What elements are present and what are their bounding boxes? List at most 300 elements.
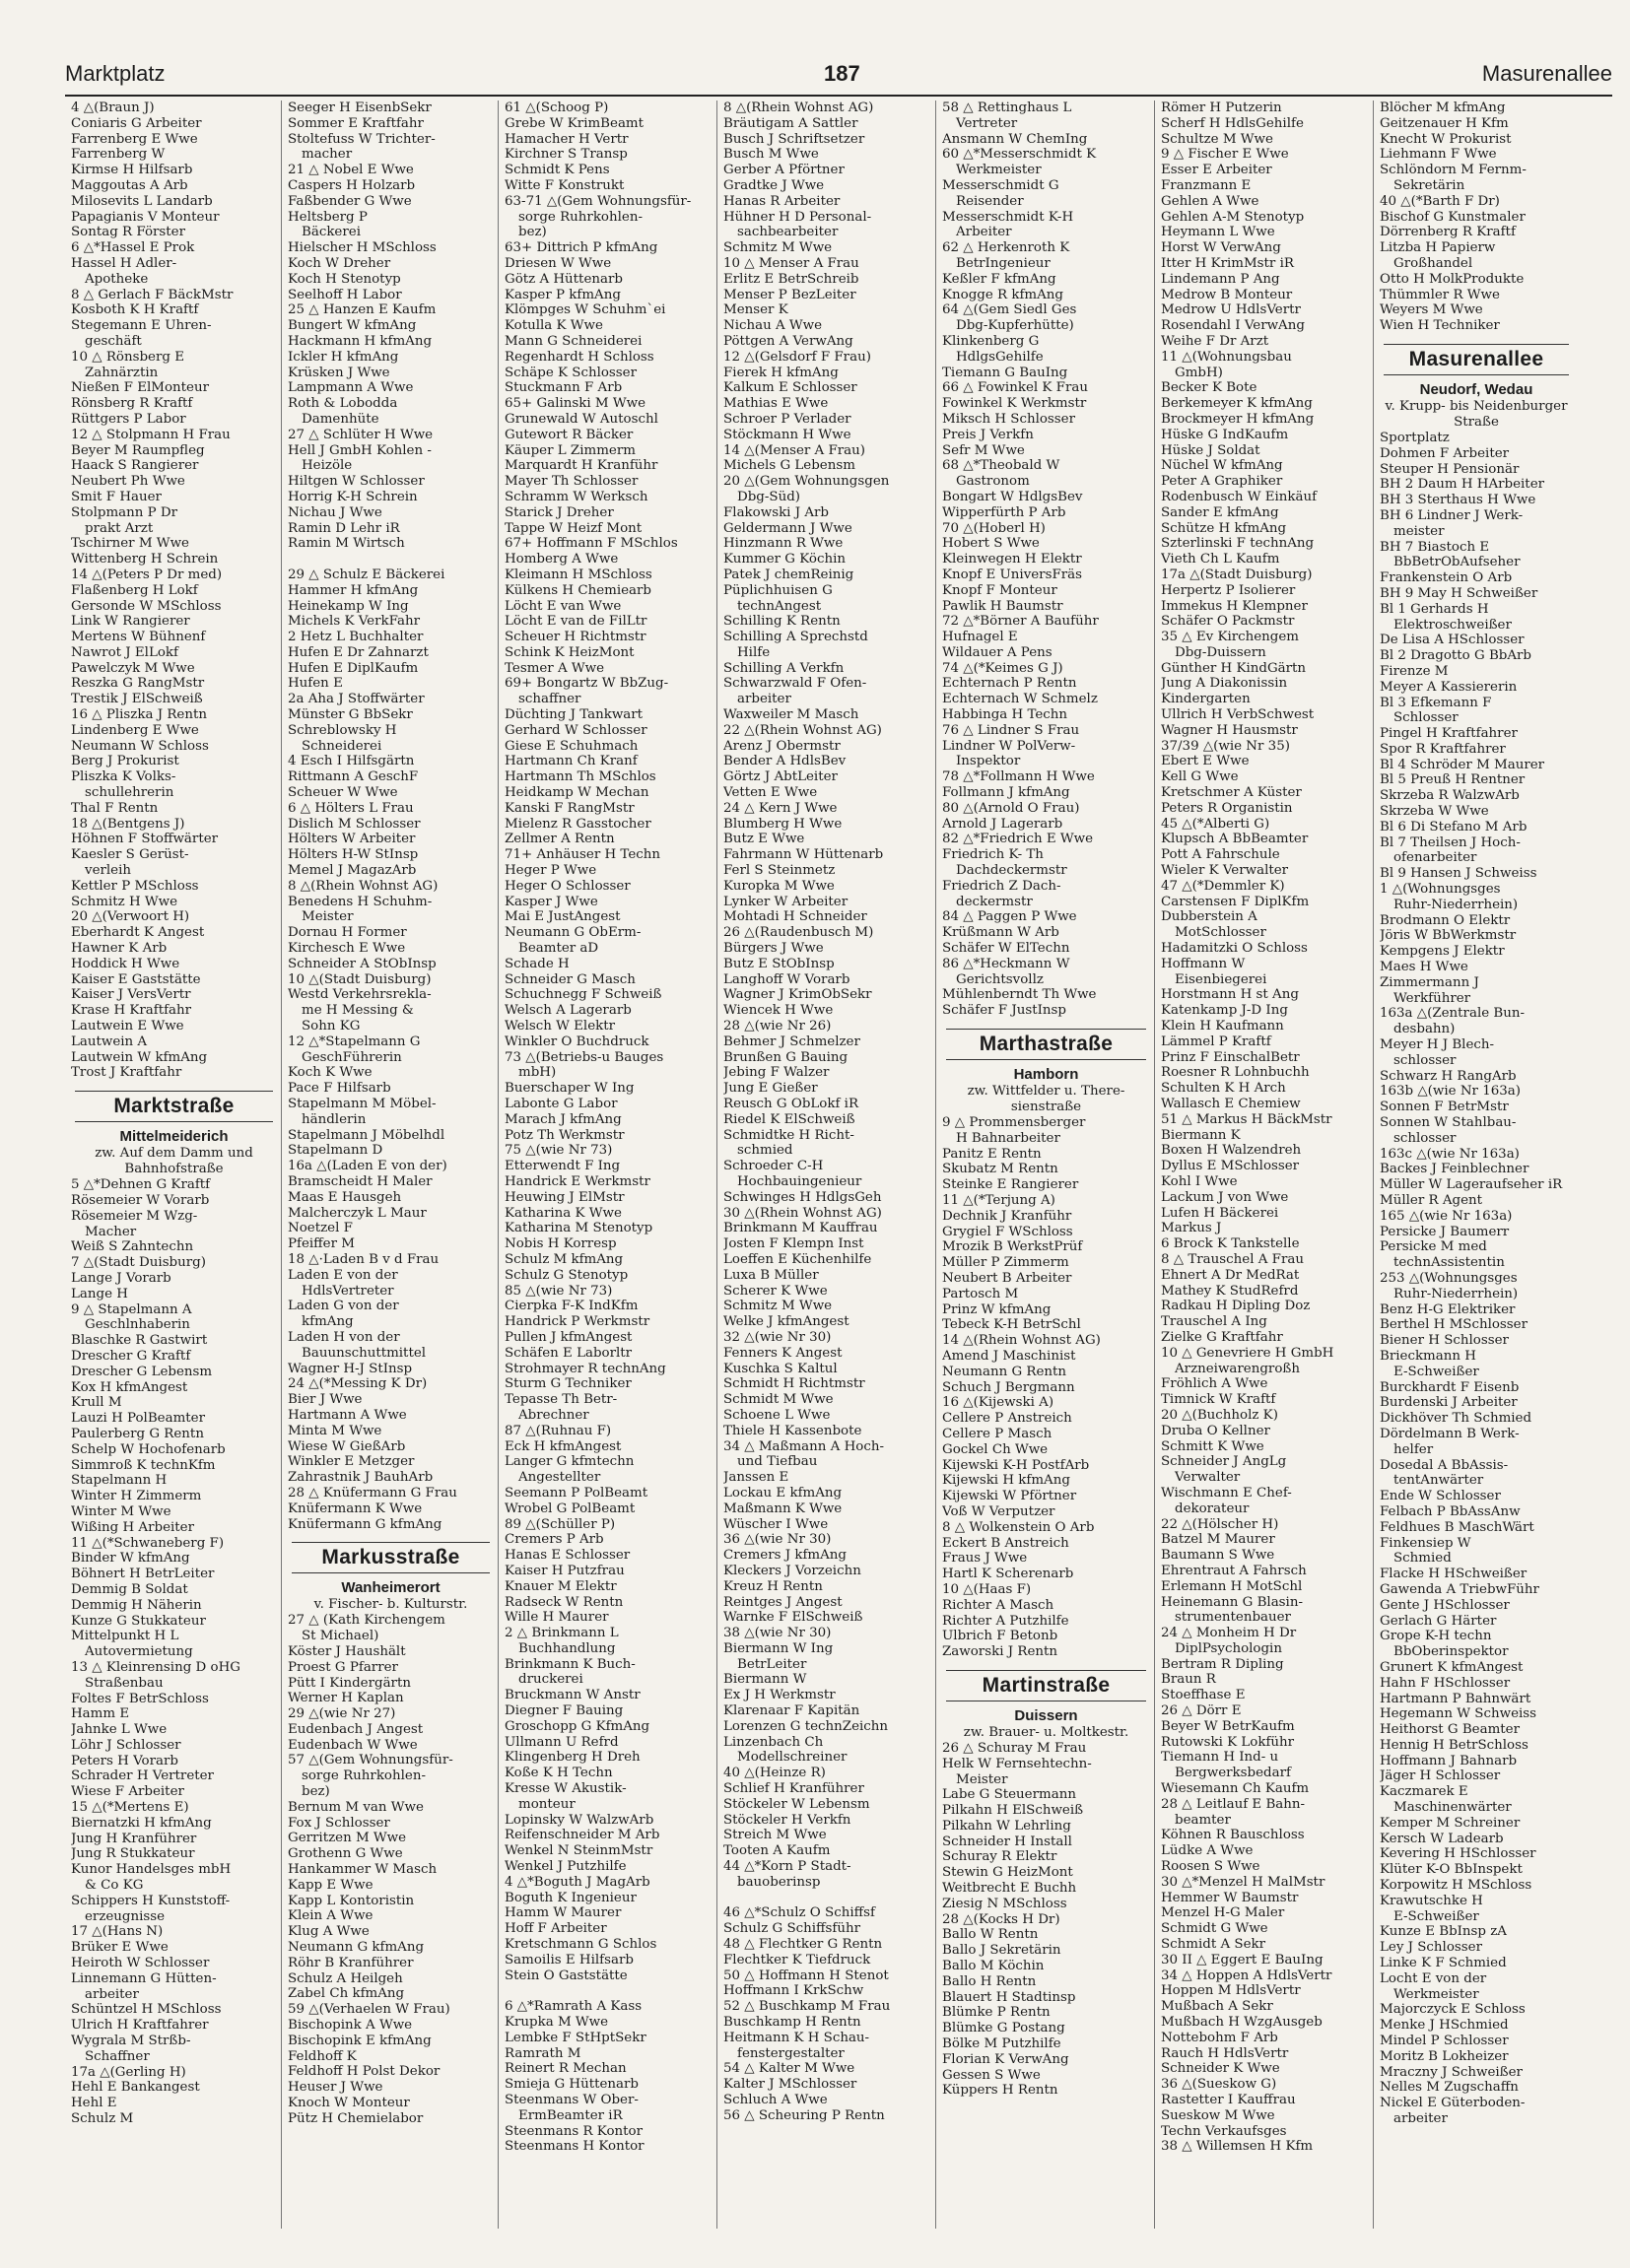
resident-entry: Menke J HSchmied xyxy=(1380,2018,1509,2034)
resident-entry: Hamacher H Vertr xyxy=(505,131,629,147)
resident-entry: Kox H kfmAngest xyxy=(71,1379,188,1395)
resident-entry: Görtz J AbtLeiter xyxy=(723,769,838,785)
resident-entry: Bauunschuttmittel xyxy=(302,1345,427,1361)
resident-entry: Brunßen G Bauing xyxy=(723,1049,849,1065)
resident-entry: Ley J Schlosser xyxy=(1380,1940,1482,1956)
resident-entry: Damenhüte xyxy=(302,411,379,427)
resident-entry: Dyllus E MSchlosser xyxy=(1161,1159,1300,1174)
street-span-description: Straße xyxy=(1454,414,1499,430)
resident-entry: Giese E Schuhmach xyxy=(505,738,639,754)
resident-entry: Kleimann H MSchloss xyxy=(505,567,652,582)
resident-entry: Gerhard W Schlosser xyxy=(505,722,647,738)
resident-entry: Nichau A Wwe xyxy=(723,318,823,334)
resident-entry: Heidkamp W Mechan xyxy=(505,785,649,801)
resident-entry: 28 △(wie Nr 26) xyxy=(723,1019,832,1034)
resident-entry: Lockau E kfmAng xyxy=(723,1485,843,1501)
resident-entry: BH 3 Sterthaus H Wwe xyxy=(1380,493,1536,508)
resident-entry: Florian K VerwAng xyxy=(942,2051,1069,2067)
resident-entry: 36 △(Sueskow G) xyxy=(1161,2077,1277,2093)
resident-entry: Katenkamp J-D Ing xyxy=(1161,1003,1288,1019)
resident-entry: Pilkahn H ElSchweiß xyxy=(942,1803,1084,1819)
resident-entry: Stapelmann D xyxy=(288,1143,383,1159)
resident-entry: fenstergestalter xyxy=(737,2045,845,2061)
resident-entry: BH 7 Biastoch E xyxy=(1380,539,1490,555)
resident-entry: Nüchel W kfmAng xyxy=(1161,458,1283,474)
resident-entry: 2 Hetz L Buchhalter xyxy=(288,630,424,645)
resident-entry: E-Schweißer xyxy=(1393,1908,1479,1924)
resident-entry: Nobis H Korresp xyxy=(505,1236,617,1252)
resident-entry: Locht E von der xyxy=(1380,1970,1487,1986)
resident-entry: verleih xyxy=(85,863,132,879)
resident-entry: Hochbauingenieur xyxy=(737,1173,862,1189)
resident-entry: 8 △ Gerlach F BäckMstr xyxy=(71,287,234,302)
resident-entry: Richter A Masch xyxy=(942,1597,1054,1613)
resident-entry: helfer xyxy=(1393,1441,1434,1457)
resident-entry: 47 △(*Demmler K) xyxy=(1161,878,1285,894)
resident-entry: 8 △ Wolkenstein O Arb xyxy=(942,1519,1095,1535)
district-heading: Hamborn xyxy=(1013,1066,1079,1084)
resident-entry: Druba O Kellner xyxy=(1161,1423,1270,1438)
resident-entry: Röhr B Kranführer xyxy=(288,1955,414,1970)
resident-entry: 70 △(Hoberl H) xyxy=(942,520,1046,536)
resident-entry: Kettler P MSchloss xyxy=(71,878,199,894)
resident-entry: 50 △ Hoffmann H Stenot xyxy=(723,1968,889,1983)
resident-entry: Itter H KrimMstr iR xyxy=(1161,255,1294,271)
resident-entry: Hemmer W Baumstr xyxy=(1161,1890,1299,1905)
resident-entry: Trost J Kraftfahr xyxy=(71,1065,182,1081)
resident-entry: Hiltgen W Schlosser xyxy=(288,474,425,490)
resident-entry: Echternach W Schmelz xyxy=(942,692,1098,707)
resident-entry: Wißing H Arbeiter xyxy=(71,1519,194,1535)
resident-entry: Höhnen F Stoffwärter xyxy=(71,832,219,847)
resident-entry: Schlosser xyxy=(1393,710,1459,726)
resident-entry: Biermann K xyxy=(1161,1127,1241,1143)
resident-entry: Diegner F Bauing xyxy=(505,1703,624,1719)
resident-entry: Stapelmann H xyxy=(71,1473,168,1489)
resident-entry: Mraczny J Schweißer xyxy=(1380,2064,1523,2080)
resident-entry: Kempgens J Elektr xyxy=(1380,944,1505,960)
resident-entry: Bräutigam A Sattler xyxy=(723,115,858,131)
resident-entry: Hoffmann I KrkSchw xyxy=(723,1983,864,1999)
resident-entry: Schmied xyxy=(1393,1551,1452,1567)
resident-entry: Scheuer W Wwe xyxy=(288,785,398,801)
resident-entry: Frankenstein O Arb xyxy=(1380,570,1513,586)
street-span-description: sienstraße xyxy=(1010,1100,1082,1115)
resident-entry: Liehmann F Wwe xyxy=(1380,147,1497,163)
page-number: 187 xyxy=(824,61,860,86)
resident-entry: Püplichhuisen G xyxy=(723,582,833,598)
resident-entry: Wenkel J Putzhilfe xyxy=(505,1859,627,1875)
resident-entry: 17a △(Gerling H) xyxy=(71,2064,186,2080)
resident-entry: Ruhr-Niederrhein) xyxy=(1393,1286,1519,1301)
resident-entry: Schmidt M Wwe xyxy=(723,1392,834,1408)
resident-entry: 8 △(Rhein Wohnst AG) xyxy=(723,100,874,115)
resident-entry: Wallasch E Chemiew xyxy=(1161,1097,1301,1111)
directory-column xyxy=(717,100,936,2229)
resident-entry: Schütze H kfmAng xyxy=(1161,520,1287,536)
resident-entry: Ullrich H VerbSchwest xyxy=(1161,707,1315,723)
resident-entry: Ansmann W ChemIng xyxy=(942,131,1088,147)
resident-entry: 73 △(Betriebs-u Bauges xyxy=(505,1049,664,1065)
resident-entry: Bernum M van Wwe xyxy=(288,1799,424,1815)
resident-entry: Blümke G Postang xyxy=(942,2021,1065,2036)
resident-entry: Lembke F StHptSekr xyxy=(505,2030,646,2045)
resident-entry: Becker K Bote xyxy=(1161,380,1257,396)
resident-entry: Günther H KindGärtn xyxy=(1161,660,1307,676)
resident-entry: St Michael) xyxy=(302,1629,379,1644)
resident-entry: 38 △(wie Nr 30) xyxy=(723,1626,832,1641)
resident-entry: Friedrich Z Dach- xyxy=(942,878,1061,894)
resident-entry: Brüker E Wwe xyxy=(71,1940,169,1956)
resident-entry: Hölters H-W StInsp xyxy=(288,847,419,863)
resident-entry: schaffner xyxy=(518,692,581,707)
resident-entry: Pingel H Kraftfahrer xyxy=(1380,726,1518,742)
resident-entry: Schneider H Install xyxy=(942,1834,1072,1849)
resident-entry: Mielenz R Gasstocher xyxy=(505,816,651,832)
resident-entry: Heuwing J ElMstr xyxy=(505,1189,625,1205)
resident-entry: Kretschmer A Küster xyxy=(1161,785,1302,801)
resident-entry: 253 △(Wohnungsges xyxy=(1380,1270,1518,1286)
resident-entry: Meyer H J Blech- xyxy=(1380,1037,1495,1053)
resident-entry: Schulten K H Arch xyxy=(1161,1081,1286,1097)
resident-entry: 29 △ Schulz E Bäckerei xyxy=(288,567,445,582)
resident-entry: Prinz W kfmAng xyxy=(942,1301,1052,1317)
resident-entry: Brockmeyer H kfmAng xyxy=(1161,411,1315,427)
resident-entry: Jung R Stukkateur xyxy=(71,1846,195,1862)
resident-entry: Beyer W BetrKaufm xyxy=(1161,1718,1295,1734)
resident-entry: Cellere P Masch xyxy=(942,1426,1053,1441)
resident-entry: Ballo W Rentn xyxy=(942,1927,1039,1943)
resident-entry: Hahn F HSchlosser xyxy=(1380,1675,1511,1691)
resident-entry: & Co KG xyxy=(85,1878,144,1894)
resident-entry: Steuper H Pensionär xyxy=(1380,461,1520,477)
directory-column xyxy=(65,100,282,2229)
resident-entry: Krüßmann W Arb xyxy=(942,925,1059,941)
resident-entry: Schäfer O Packmstr xyxy=(1161,614,1295,630)
resident-entry: 68 △*Theobald W xyxy=(942,458,1060,474)
resident-entry: Hankammer W Masch xyxy=(288,1862,438,1878)
resident-entry: Ferl S Steinmetz xyxy=(723,863,836,879)
resident-entry: Gawenda A TriebwFühr xyxy=(1380,1581,1539,1597)
resident-entry: Persicke J Baumerr xyxy=(1380,1224,1510,1239)
resident-entry: Lopinsky W WalzwArb xyxy=(505,1812,654,1828)
resident-entry: Hufen E DiplKaufm xyxy=(288,660,419,676)
resident-entry: Heger O Schlosser xyxy=(505,878,631,894)
resident-entry: Kirchner S Transp xyxy=(505,147,628,163)
resident-entry: 27 △ (Kath Kirchengem xyxy=(288,1613,445,1629)
resident-entry: Wygrala M Strßb- xyxy=(71,2034,191,2049)
directory-column xyxy=(282,100,499,2229)
resident-entry: Lufen H Bäckerei xyxy=(1161,1205,1279,1221)
resident-entry: Rosendahl I VerwAng xyxy=(1161,318,1305,334)
resident-entry: Etterwendt F Ing xyxy=(505,1159,621,1174)
resident-entry: Felbach P BbAssAnw xyxy=(1380,1503,1521,1519)
resident-entry: Menzel H-G Maler xyxy=(1161,1905,1285,1921)
resident-entry: 163c △(wie Nr 163a) xyxy=(1380,1146,1520,1162)
resident-entry: 34 △ Hoppen A HdlsVertr xyxy=(1161,1968,1332,1983)
resident-entry: Grothenn G Wwe xyxy=(288,1846,403,1862)
resident-entry: Schrader H Vertreter xyxy=(71,1768,214,1784)
resident-entry: Handrick P Werkmstr xyxy=(505,1314,650,1330)
resident-entry: Maschinenwärter xyxy=(1393,1800,1512,1816)
street-heading: Marktstraße xyxy=(75,1091,273,1122)
resident-entry: Nießen F ElMonteur xyxy=(71,380,210,396)
resident-entry: Neumann G ObErm- xyxy=(505,925,642,941)
district-heading: Neudorf, Wedau xyxy=(1419,380,1533,398)
resident-entry: Steinke E Rangierer xyxy=(942,1177,1079,1193)
resident-entry: Kummer G Köchin xyxy=(723,552,847,567)
resident-entry: Köhnen R Bauschloss xyxy=(1161,1828,1305,1843)
resident-entry: Neumann W Schloss xyxy=(71,738,209,754)
resident-entry: Hilfe xyxy=(737,644,771,660)
resident-entry: prakt Arzt xyxy=(85,520,154,536)
resident-entry: Hüske G IndKaufm xyxy=(1161,427,1289,442)
resident-entry: Westd Verkehrsrekla- xyxy=(288,987,432,1003)
resident-entry: 9 △ Prommensberger xyxy=(942,1115,1086,1131)
resident-entry: Gente J HSchlosser xyxy=(1380,1597,1510,1613)
resident-entry: Hühner H D Personal- xyxy=(723,209,872,225)
resident-entry: Schilling K Rentn xyxy=(723,614,841,630)
header-rule xyxy=(65,95,1612,97)
resident-entry: Katharina K Wwe xyxy=(505,1205,622,1221)
resident-entry: 67+ Hoffmann F MSchlos xyxy=(505,536,678,552)
resident-entry: Langhoff W Vorarb xyxy=(723,971,850,987)
resident-entry: Witte F Konstrukt xyxy=(505,177,625,193)
resident-entry: Scherer K Wwe xyxy=(723,1283,828,1299)
resident-entry: Bischof G Kunstmaler xyxy=(1380,209,1526,225)
resident-entry: 30 II △ Eggert E BauIng xyxy=(1161,1952,1324,1968)
resident-entry: Starick J Dreher xyxy=(505,504,614,520)
resident-entry: Zimmermann J xyxy=(1380,974,1479,990)
resident-entry: Simmroß K technKfm xyxy=(71,1457,216,1473)
resident-entry: Foltes F BetrSchloss xyxy=(71,1691,209,1706)
resident-entry: druckerei xyxy=(518,1672,583,1688)
resident-entry: Riedel K ElSchweiß xyxy=(723,1111,855,1127)
resident-entry: Kijewski W Pförtner xyxy=(942,1489,1077,1504)
resident-entry: Pütt I Kindergärtn xyxy=(288,1675,411,1691)
resident-entry: Bramscheidt H Maler xyxy=(288,1173,433,1189)
resident-entry: Majorczyck E Schloss xyxy=(1380,2002,1526,2018)
resident-entry: Labonte G Labor xyxy=(505,1097,618,1111)
resident-entry: Ballo H Rentn xyxy=(942,1973,1037,1989)
resident-entry: Butz E StObInsp xyxy=(723,956,835,971)
resident-entry: Michels G Lebensm xyxy=(723,458,855,474)
resident-entry: Schäpe K Schlosser xyxy=(505,365,638,380)
resident-entry: Gastronom xyxy=(956,474,1030,490)
resident-entry: Reusch G ObLokf iR xyxy=(723,1097,859,1111)
resident-entry: 26 △ Schuray M Frau xyxy=(942,1740,1087,1756)
resident-entry: BH 9 May H Schweißer xyxy=(1380,585,1538,601)
resident-entry: Kosboth K H Kraftf xyxy=(71,302,199,318)
resident-entry: Zahrastnik J BauhArb xyxy=(288,1470,434,1486)
resident-entry: Angestellter xyxy=(518,1470,601,1486)
resident-entry: Rösemeier M Wzg- xyxy=(71,1208,198,1224)
resident-entry: Köster J Haushält xyxy=(288,1643,406,1659)
resident-entry xyxy=(288,552,494,567)
resident-entry: HdlgsGehilfe xyxy=(956,349,1044,365)
resident-entry: 61 △(Schoog P) xyxy=(505,100,609,115)
resident-entry: Rutowski K Lokführ xyxy=(1161,1734,1295,1750)
resident-entry: Nawrot J ElLokf xyxy=(71,644,178,660)
resident-entry: Jöris W BbWerkmstr xyxy=(1380,928,1517,944)
resident-entry: 18 △·Laden B v d Frau xyxy=(288,1251,440,1267)
resident-entry: Burdenski J Arbeiter xyxy=(1380,1395,1518,1411)
resident-entry: Brinkmann M Kauffrau xyxy=(723,1221,878,1236)
resident-entry: Regenhardt H Schloss xyxy=(505,349,654,365)
resident-entry: 11 △(*Terjung A) xyxy=(942,1193,1055,1208)
resident-entry: Techn Verkaufsges xyxy=(1161,2123,1287,2139)
resident-entry: Kirmse H Hilfsarb xyxy=(71,163,193,178)
resident-entry: Farrenberg W xyxy=(71,147,166,163)
resident-entry: 16a △(Laden E von der) xyxy=(288,1159,447,1174)
resident-entry: Nottebohm F Arb xyxy=(1161,2030,1278,2045)
resident-entry: arbeiter xyxy=(737,692,791,707)
resident-entry: Heuser J Wwe xyxy=(288,2080,383,2096)
resident-entry: Wildauer A Pens xyxy=(942,644,1053,660)
resident-entry: Bäckerei xyxy=(302,225,361,240)
resident-entry: Sturm G Techniker xyxy=(505,1376,632,1392)
resident-entry: Heltsberg P xyxy=(288,209,368,225)
resident-entry: 24 △ Kern J Wwe xyxy=(723,800,838,816)
resident-entry: Klinkenberg G xyxy=(942,333,1040,349)
resident-entry: Krüsken J Wwe xyxy=(288,365,390,380)
resident-entry: 45 △(*Alberti G) xyxy=(1161,816,1270,832)
resident-entry: ErmBeamter iR xyxy=(518,2107,623,2123)
resident-entry: Friedrich K- Th xyxy=(942,847,1044,863)
resident-entry: Kleckers J Vorzeichn xyxy=(723,1563,861,1578)
resident-entry: Welke J kfmAngest xyxy=(723,1314,849,1330)
resident-entry: De Lisa A HSchlosser xyxy=(1380,633,1525,648)
resident-entry: Geitzenauer H Kfm xyxy=(1380,115,1509,131)
resident-entry: Demmig H Näherin xyxy=(71,1597,202,1613)
resident-entry: Hackmann H kfmAng xyxy=(288,333,433,349)
resident-entry: Streich M Wwe xyxy=(723,1828,827,1843)
resident-entry: bauoberinsp xyxy=(737,1874,821,1890)
resident-entry: Ramrath M xyxy=(505,2045,581,2061)
resident-entry: Hegemann W Schweiss xyxy=(1380,1706,1537,1722)
resident-entry: Schulz A Heilgeh xyxy=(288,1970,403,1986)
street-heading: Markusstraße xyxy=(292,1542,490,1573)
resident-entry: 64 △(Gem Siedl Ges xyxy=(942,302,1077,318)
resident-entry: arbeiter xyxy=(1393,2111,1448,2127)
resident-entry: Radkau H Dipling Doz xyxy=(1161,1299,1311,1314)
resident-entry: Fenners K Angest xyxy=(723,1345,843,1361)
resident-entry: Milosevits L Landarb xyxy=(71,193,213,209)
resident-entry: Rittmann A GeschF xyxy=(288,769,419,785)
resident-entry: Kaiser J VersVertr xyxy=(71,987,191,1003)
resident-entry: Ramin D Lehr iR xyxy=(288,520,400,536)
resident-entry: monteur xyxy=(518,1796,576,1812)
resident-entry: erzeugnisse xyxy=(85,1908,166,1924)
resident-entry: und Tiefbau xyxy=(737,1454,818,1470)
resident-entry: 16 △(Kijewski A) xyxy=(942,1395,1054,1411)
resident-entry: Autovermietung xyxy=(85,1644,193,1660)
resident-entry: Schulz M xyxy=(71,2111,134,2127)
resident-entry: Verwalter xyxy=(1175,1470,1241,1486)
directory-column xyxy=(1374,100,1577,2229)
resident-entry: Litzba H Papierw xyxy=(1380,240,1496,256)
resident-entry: Kapp L Kontoristin xyxy=(288,1893,415,1908)
resident-entry: Fahrmann W Hüttenarb xyxy=(723,847,884,863)
resident-entry: Hartl K Scherenarb xyxy=(942,1567,1074,1582)
resident-entry: Fierek H kfmAng xyxy=(723,365,839,380)
resident-entry: Carstensen F DiplKfm xyxy=(1161,894,1310,909)
resident-entry: Tooten A Kaufm xyxy=(723,1843,831,1859)
resident-entry: 4 △*Boguth J MagArb xyxy=(505,1874,650,1890)
resident-entry: Lautwein A xyxy=(71,1034,148,1049)
resident-entry: 21 △ Nobel E Wwe xyxy=(288,163,414,178)
resident-entry: Linnemann G Hütten- xyxy=(71,1970,217,1986)
resident-entry: Herpertz P Isolierer xyxy=(1161,582,1296,598)
resident-entry: Schulz M kfmAng xyxy=(505,1251,624,1267)
resident-entry: Arbeiter xyxy=(956,225,1012,240)
resident-entry: Heizöle xyxy=(302,458,353,474)
resident-entry: Tebeck K-H BetrSchl xyxy=(942,1317,1081,1333)
resident-entry: Szterlinski F technAng xyxy=(1161,536,1315,552)
resident-entry: BetrIngenieur xyxy=(956,255,1051,271)
resident-entry: Otto H MolkProdukte xyxy=(1380,271,1525,287)
resident-entry: Kaesler S Gerüst- xyxy=(71,847,189,863)
resident-entry: Tiemann H Ind- u xyxy=(1161,1750,1279,1766)
resident-entry: Malcherczyk L Maur xyxy=(288,1205,427,1221)
resident-entry: Richter A Putzhilfe xyxy=(942,1613,1069,1629)
resident-entry: Hüske J Soldat xyxy=(1161,442,1260,458)
resident-entry: Jebing F Walzer xyxy=(723,1065,830,1081)
resident-entry: Hielscher H MSchloss xyxy=(288,240,437,256)
resident-entry: 12 △(Gelsdorf F Frau) xyxy=(723,349,871,365)
resident-entry: Stapelmann M Möbel- xyxy=(288,1097,437,1111)
resident-entry: Zahnärztin xyxy=(85,365,159,380)
resident-entry: bez) xyxy=(302,1784,330,1800)
resident-entry: Rösemeier W Vorarb xyxy=(71,1193,210,1208)
resident-entry: Reifenschneider M Arb xyxy=(505,1828,660,1843)
resident-entry: 30 △*Menzel H MalMstr xyxy=(1161,1874,1325,1890)
resident-entry: Dosedal A BbAssis- xyxy=(1380,1457,1509,1473)
resident-entry: Bl 7 Theilsen J Hoch- xyxy=(1380,834,1521,850)
resident-entry: Pfeiffer M xyxy=(288,1236,355,1252)
resident-entry: Tesmer A Wwe xyxy=(505,660,605,676)
resident-entry: 65+ Galinski M Wwe xyxy=(505,396,646,412)
resident-entry: Vetten E Wwe xyxy=(723,785,818,801)
resident-entry: Kunor Handelsges mbH xyxy=(71,1862,232,1878)
resident-entry: Stein O Gaststätte xyxy=(505,1968,628,1983)
resident-entry: Weihe F Dr Arzt xyxy=(1161,333,1269,349)
resident-entry: Heymann L Wwe xyxy=(1161,225,1275,240)
resident-entry: Pullen J kfmAngest xyxy=(505,1329,633,1345)
resident-entry: Ullmann U Refrd xyxy=(505,1734,619,1750)
resident-entry: 52 △ Buschkamp M Frau xyxy=(723,1999,891,2015)
resident-entry: Baumann S Wwe xyxy=(1161,1548,1275,1564)
resident-entry: Zielke G Kraftfahr xyxy=(1161,1329,1283,1345)
resident-entry: Schroeder C-H xyxy=(723,1159,824,1174)
resident-entry: Medrow U HdlsVertr xyxy=(1161,302,1301,318)
resident-entry: Kohl I Wwe xyxy=(1161,1173,1238,1189)
resident-entry: 10 △(Haas F) xyxy=(942,1581,1032,1597)
resident-entry: Grygiel F WSchloss xyxy=(942,1224,1073,1239)
resident-entry: Lüdke A Wwe xyxy=(1161,1843,1254,1859)
resident-entry: Rüttgers P Labor xyxy=(71,411,186,427)
resident-entry: Löcht E van de FilLtr xyxy=(505,614,647,630)
resident-entry: Feldhues B MaschWärt xyxy=(1380,1519,1534,1535)
resident-entry: Jung A Diakonissin xyxy=(1161,676,1288,692)
resident-entry: Knauer M Elektr xyxy=(505,1578,617,1594)
resident-entry: 38 △ Willemsen H Kfm xyxy=(1161,2139,1314,2155)
resident-entry: 10 △ Rönsberg E xyxy=(71,349,184,365)
resident-entry: Klingenberg H Dreh xyxy=(505,1750,641,1766)
resident-entry: Jung H Kranführer xyxy=(71,1831,197,1846)
resident-entry: Skubatz M Rentn xyxy=(942,1162,1058,1177)
header-left-street: Marktplatz xyxy=(65,61,166,86)
